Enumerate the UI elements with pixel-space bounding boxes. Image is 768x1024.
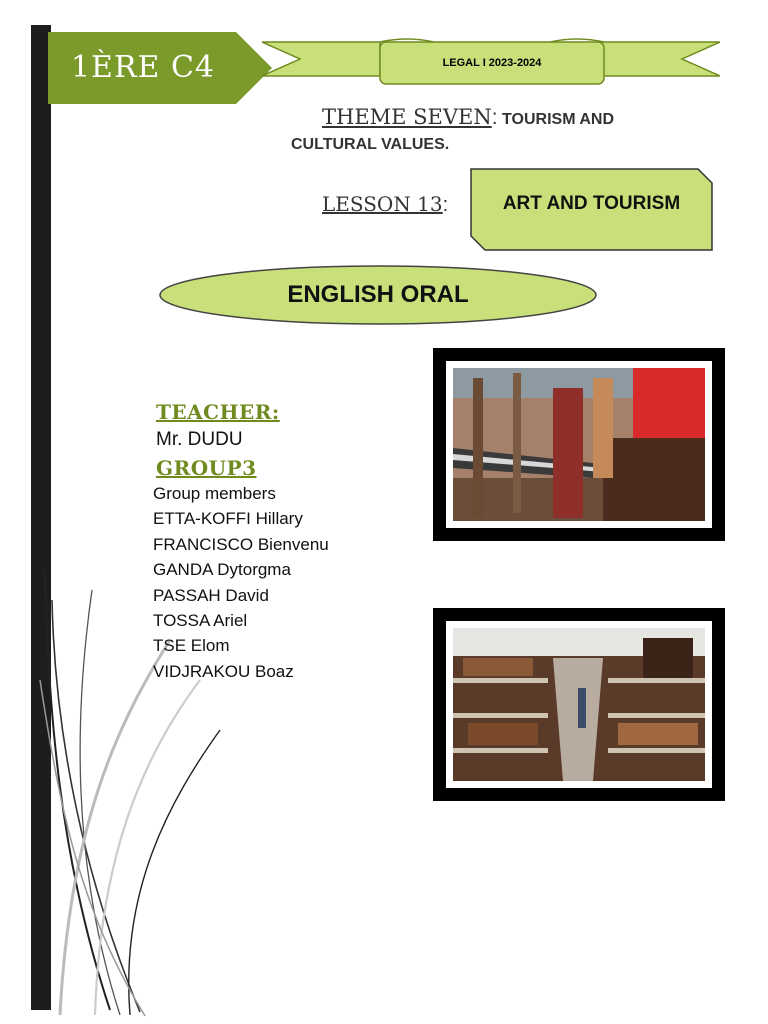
member-item: FRANCISCO Bienvenu — [153, 534, 329, 554]
year-label: LEGAL I 2023-2024 — [442, 57, 542, 69]
member-list-header: Group members — [153, 484, 276, 503]
weaving-photo — [453, 368, 705, 521]
lesson-colon: : — [442, 194, 449, 216]
theme-title-part2: CULTURAL VALUES. — [291, 136, 450, 153]
lesson-heading — [322, 190, 452, 218]
member-item: TSE Elom — [153, 636, 230, 656]
theme-label: THEME SEVEN — [322, 105, 492, 129]
member-item: VIDJRAKOU Boaz — [153, 661, 294, 681]
craft-shop-photo-frame — [433, 608, 725, 801]
lesson-box — [470, 168, 713, 251]
lesson-label: LESSON 13 — [322, 192, 443, 216]
subject-title: ENGLISH ORAL — [287, 281, 469, 308]
year-ribbon — [262, 36, 720, 88]
subject-ellipse — [158, 264, 598, 326]
class-banner — [48, 32, 272, 104]
weaving-photo-frame — [433, 348, 725, 541]
lesson-title: ART AND TOURISM — [502, 193, 681, 214]
member-list — [153, 481, 363, 684]
theme-heading — [322, 103, 742, 131]
class-label: 1ÈRE C4 — [70, 50, 216, 85]
teacher-label: TEACHER: — [156, 400, 280, 424]
member-item: GANDA Dytorgma — [153, 560, 291, 580]
member-item: PASSAH David — [153, 585, 269, 605]
member-item: ETTA-KOFFI Hillary — [153, 509, 303, 529]
teacher-name: Mr. DUDU — [156, 429, 243, 450]
group-label: GROUP3 — [156, 456, 257, 480]
member-item: TOSSA Ariel — [153, 610, 248, 630]
craft-shop-photo — [453, 628, 705, 781]
theme-colon: : — [491, 106, 498, 129]
theme-title-part1: TOURISM AND — [497, 111, 615, 128]
